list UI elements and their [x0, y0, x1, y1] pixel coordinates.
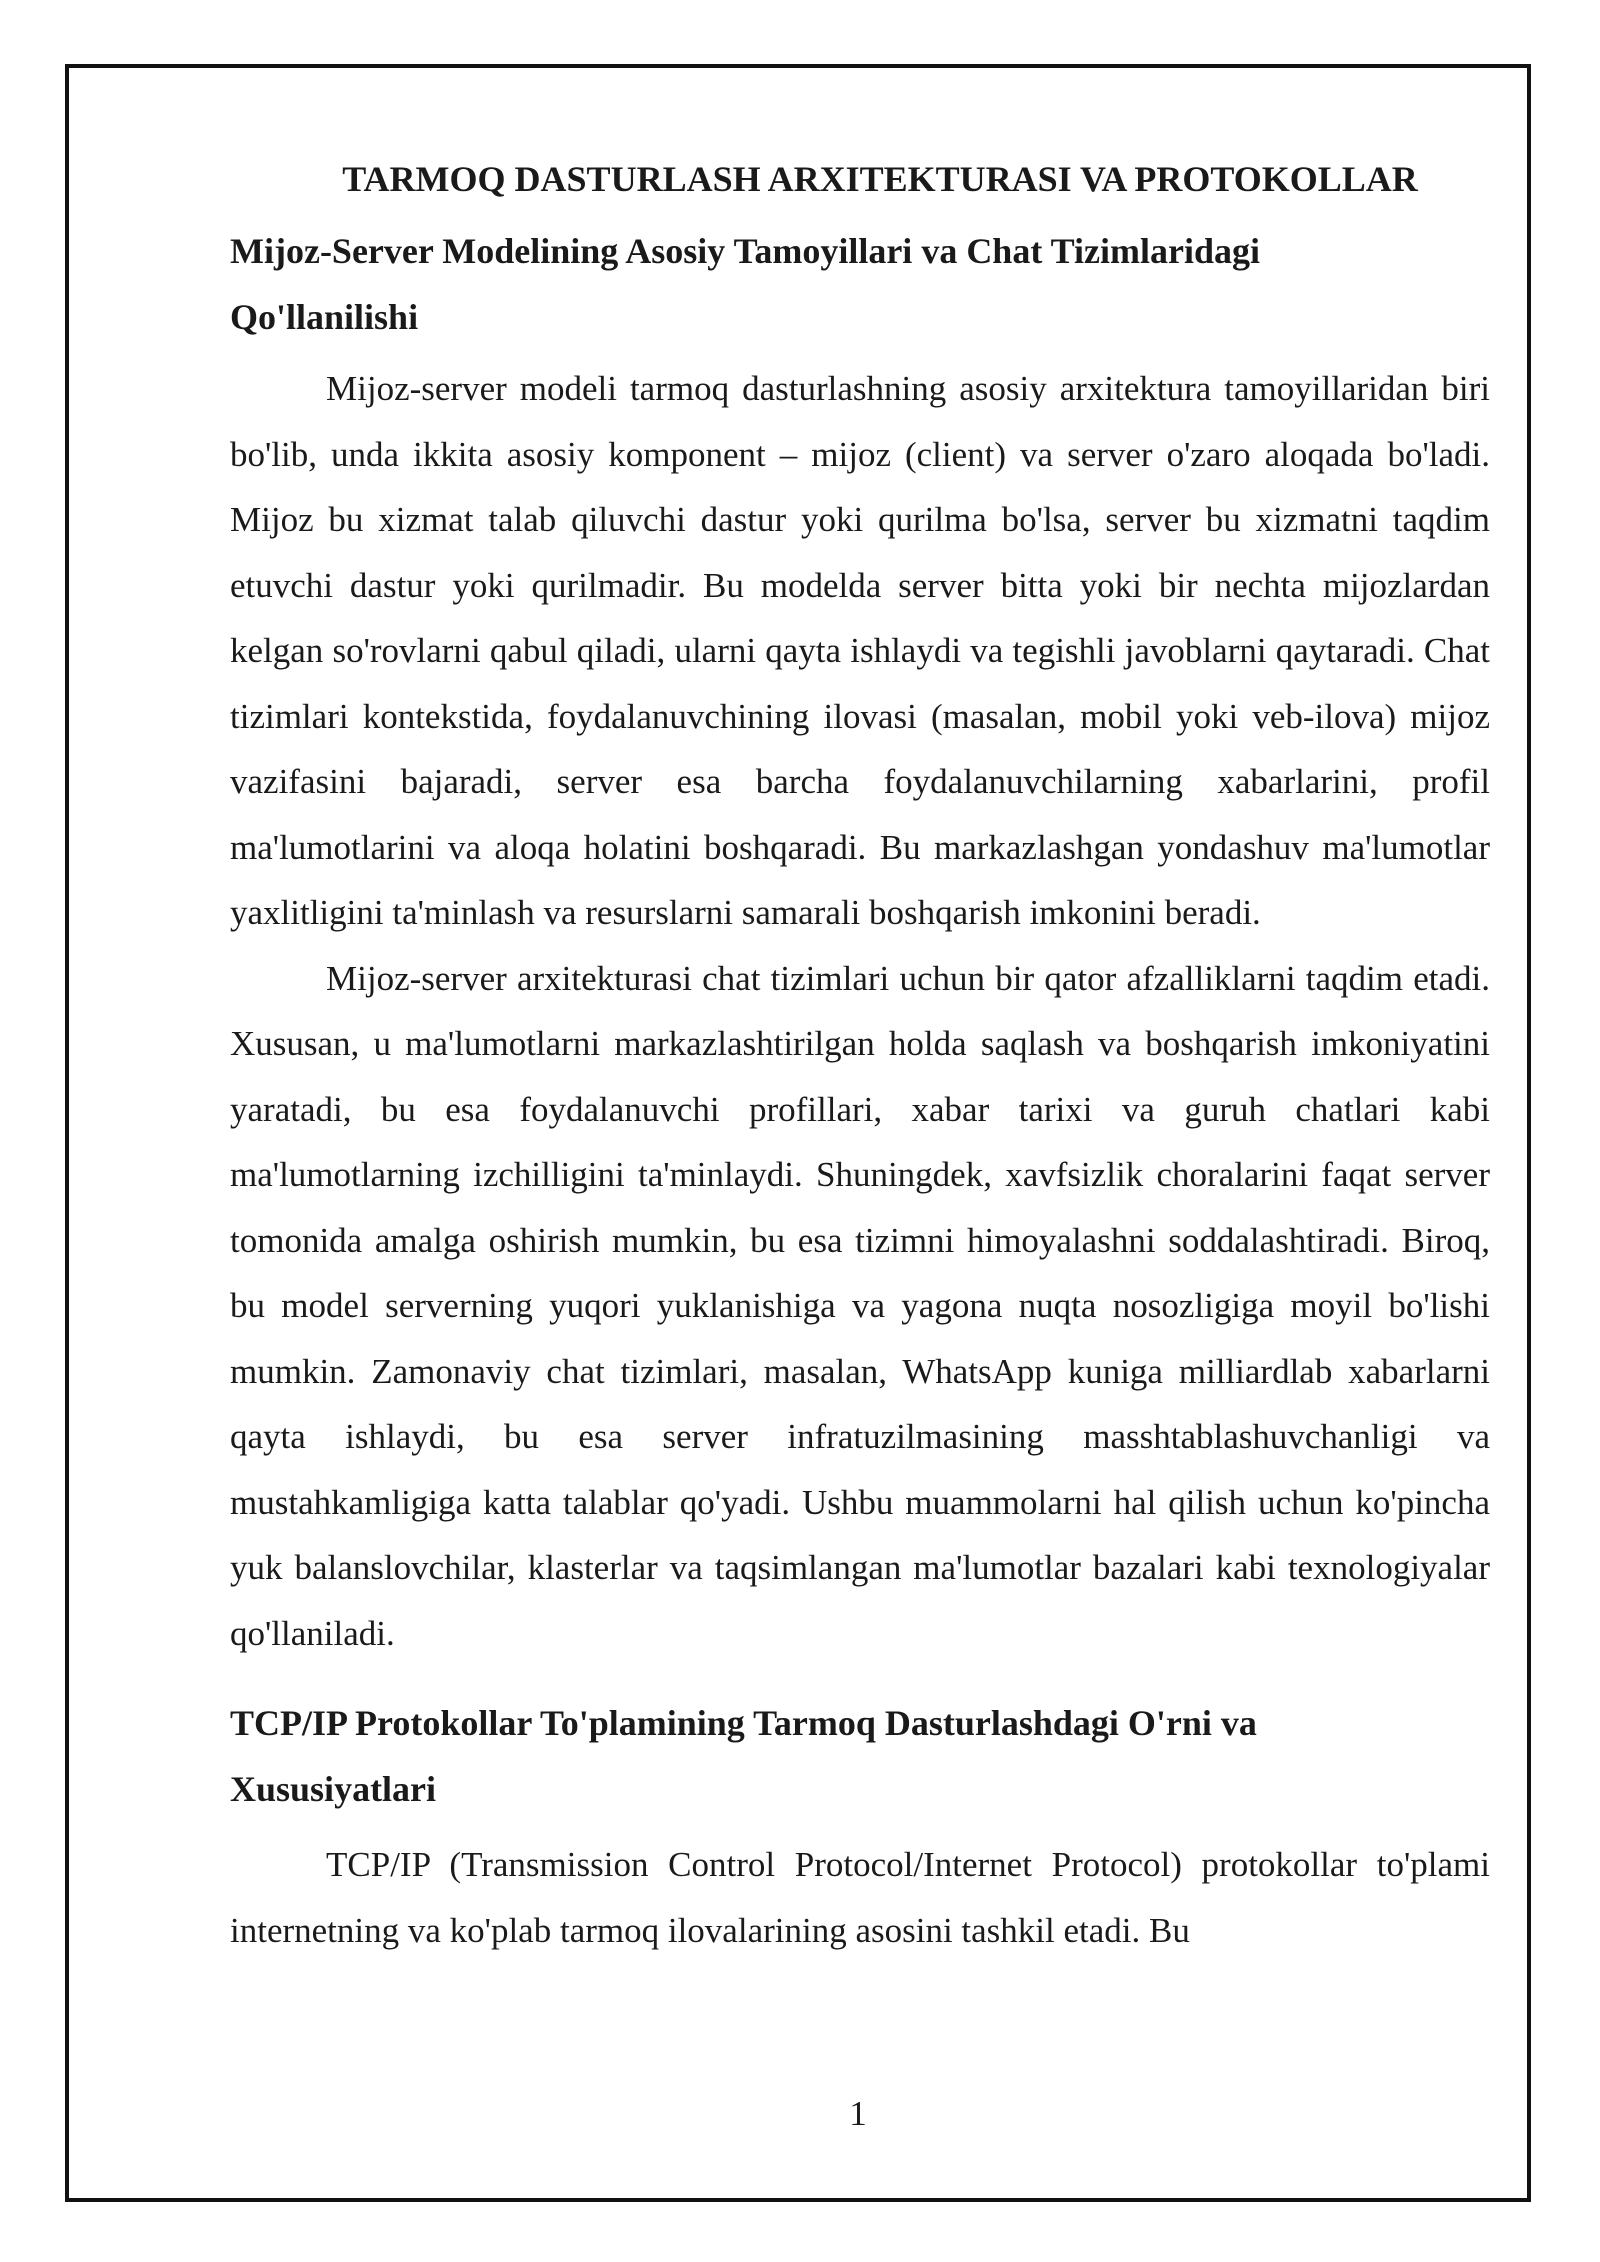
page-number: 1: [849, 2094, 867, 2133]
document-title: TARMOQ DASTURLASH ARXITEKTURASI VA PROTOKOLLAR: [342, 159, 1418, 199]
paragraph: TCP/IP (Transmission Control Protocol/Internet Protocol) protokollar to'plami internetning va ko'plab tarmoq ilovalarining asosini tashkil etadi. Bu: [230, 1845, 1490, 1950]
section-heading-tcp-ip: TCP/IP Protokollar To'plamining Tarmoq Dasturlashdagi O'rni va Xususiyatlari: [230, 1703, 1257, 1809]
paragraph: Mijoz-server modeli tarmoq dasturlashning asosiy arxitektura tamoyillaridan biri bo'lib, unda ikkita asosiy komponent – mijoz (client) va server o'zaro aloqada bo'ladi. Mijoz bu xizmat talab qiluvchi dastur yoki qurilma bo'lsa, server bu xizmatni taqdim etuvchi dastur yoki qurilmadir. Bu modelda server bitta yoki bir nechta mijozlardan kelgan so'rovlarni qabul qiladi, ularni qayta ishlaydi va tegishli javoblarni qaytaradi. Chat tizimlari kontekstida, foydalanuvchining ilovasi (masalan, mobil yoki veb-ilova) mijoz vazifasini bajaradi, server esa barcha foydalanuvchilarning xabarlarini, profil ma'lumotlarini va aloqa holatini boshqaradi. Bu markazlashgan yondashuv ma'lumotlar yaxlitligini ta'minlash va resurslarni samarali boshqarish imkonini beradi.: [230, 369, 1490, 932]
paragraph: Mijoz-server arxitekturasi chat tizimlari uchun bir qator afzalliklarni taqdim etadi. Xususan, u ma'lumotlarni markazlashtirilgan holda saqlash va boshqarish imkoniyatini yaratadi, bu esa foydalanuvchi profillari, xabar tarixi va guruh chatlari kabi ma'lumotlarning izchilligini ta'minlaydi. Shuningdek, xavfsizlik choralarini faqat server tomonida amalga oshirish mumkin, bu esa tizimni himoyalashni soddalashtiradi. Biroq, bu model serverning yuqori yuklanishiga va yagona nuqta nosozligiga moyil bo'lishi mumkin. Zamonaviy chat tizimlari, masalan, WhatsApp kuniga milliardlab xabarlarni qayta ishlaydi, bu esa server infratuzilmasining masshtablashuvchanligi va mustahkamligiga katta talablar qo'yadi. Ushbu muammolarni hal qilish uchun ko'pincha yuk balanslovchilar, klasterlar va taqsimlangan ma'lumotlar bazalari kabi texnologiyalar qo'llaniladi.: [230, 958, 1490, 1653]
document-body: [230, 140, 1490, 1963]
section-heading-client-server: Mijoz-Server Modelining Asosiy Tamoyillari va Chat Tizimlaridagi Qo'llanilishi: [230, 231, 1261, 337]
